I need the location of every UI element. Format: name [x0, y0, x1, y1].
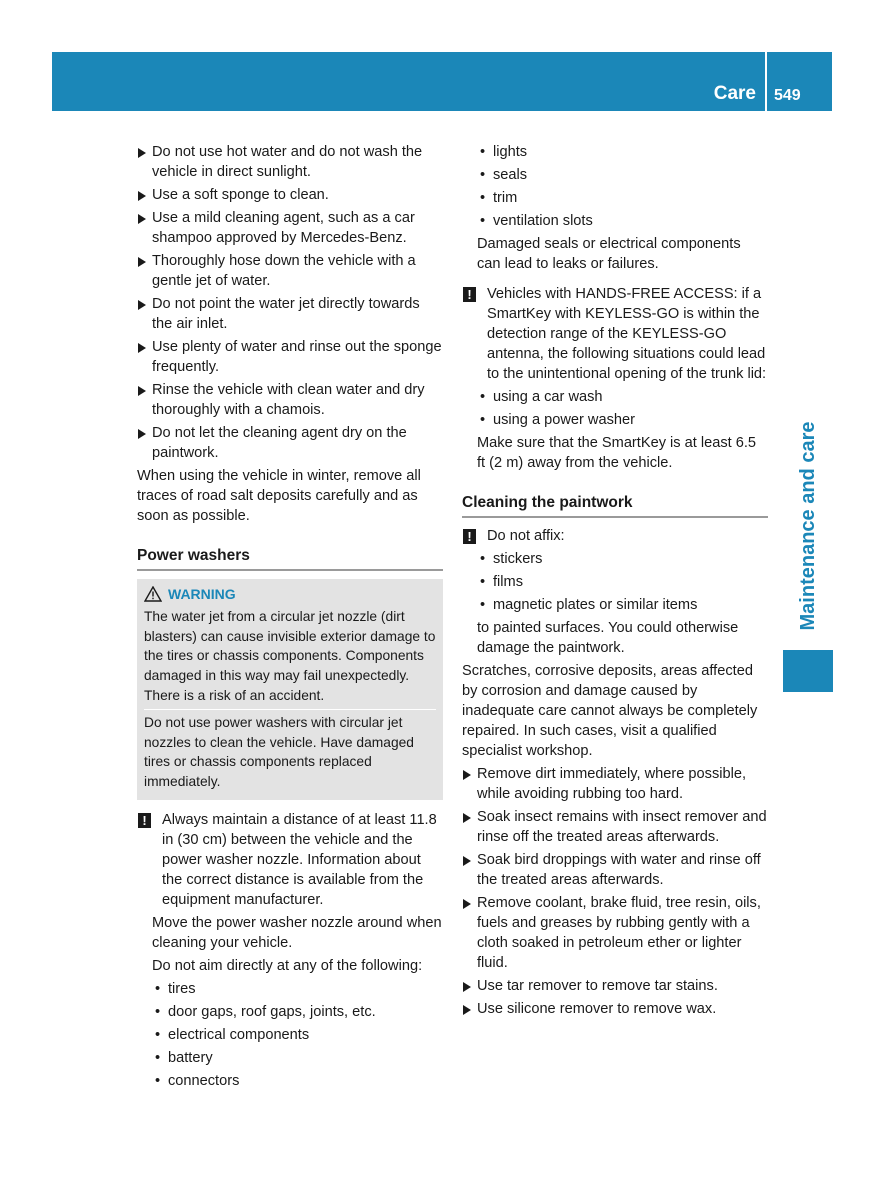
paintwork-heading: Cleaning the paintwork — [462, 493, 768, 518]
bullet-icon: • — [480, 190, 486, 206]
note-body — [477, 526, 768, 546]
instruction-step: Soak insect remains with insect remover and rinse off the treated areas afterwards. — [462, 807, 768, 847]
instruction-step: Remove coolant, brake fluid, tree resin, oils, fuels and greases by rubbing gently with a cloth soaked in petroleum ether or lighter fluid. — [462, 893, 768, 973]
list-item: • magnetic plates or similar items — [480, 597, 698, 613]
warning-box — [137, 579, 443, 800]
damaged-paragraph: Damaged seals or electrical components can lead to leaks or failures. — [477, 236, 741, 272]
exclamation-icon: ! — [138, 813, 151, 828]
left-column — [137, 142, 443, 1094]
side-tab-marker — [783, 650, 833, 692]
warning-header — [144, 585, 436, 605]
bullet-icon: • — [155, 980, 161, 997]
bullet-icon: • — [480, 551, 486, 567]
step-arrow-icon — [463, 856, 471, 866]
note-body — [477, 284, 768, 384]
warning-paragraph: The water jet from a circular jet nozzle (dirt blasters) can cause invisible exterior damage to the tires or chassis components. Components damaged in this way may fail unexpectedly. There is a risk of an accident. — [144, 607, 436, 710]
note-paragraph: Make sure that the SmartKey is at least 6.5 ft (2 m) away from the vehicle. — [477, 435, 757, 471]
header-divider — [765, 52, 767, 111]
list-item: • tires — [155, 980, 196, 997]
page-number: 549 — [774, 87, 801, 104]
exclamation-icon: ! — [463, 529, 476, 544]
list-item: • films — [480, 574, 523, 590]
bullet-icon: • — [480, 412, 486, 428]
step-arrow-icon — [138, 300, 146, 310]
note-paragraph: to painted surfaces. You could otherwise damage the paintwork. — [477, 620, 739, 656]
note-paragraph: Vehicles with HANDS-FREE ACCESS: if a SmartKey with KEYLESS-GO is within the detection range of the KEYLESS-GO antenna, the following situations could lead to the unintentional opening of the trunk lid: — [487, 286, 767, 382]
bullet-icon: • — [155, 1026, 161, 1043]
instruction-step: Rinse the vehicle with clean water and dry thoroughly with a chamois. — [137, 380, 443, 420]
instruction-step: Remove dirt immediately, where possible, while avoiding rubbing too hard. — [462, 764, 768, 804]
section-title: Care — [713, 83, 756, 104]
step-arrow-icon — [138, 257, 146, 267]
bullet-icon: • — [480, 144, 486, 160]
note-paragraph: Always maintain a distance of at least 11.8 in (30 cm) between the vehicle and the power washer nozzle. Information about the correct distance is available from the equipment manufacturer. — [162, 811, 437, 908]
instruction-step: Use silicone remover to remove wax. — [462, 999, 768, 1019]
list-item: • ventilation slots — [480, 213, 593, 229]
list-item: • trim — [480, 190, 518, 206]
step-arrow-icon — [463, 982, 471, 992]
step-arrow-icon — [138, 214, 146, 224]
step-arrow-icon — [138, 429, 146, 439]
power-washers-heading: Power washers — [137, 546, 443, 571]
list-item: • connectors — [155, 1072, 240, 1089]
instruction-step: Thoroughly hose down the vehicle with a gentle jet of water. — [137, 251, 443, 291]
bullet-icon: • — [480, 213, 486, 229]
note-body — [152, 810, 443, 910]
power-washer-note — [137, 810, 443, 910]
bullet-icon: • — [480, 167, 486, 183]
step-arrow-icon — [138, 191, 146, 201]
note-paragraph: Do not aim directly at any of the following: — [152, 957, 423, 974]
bullet-icon: • — [155, 1072, 161, 1089]
bullet-icon: • — [480, 597, 486, 613]
note-paragraph: Do not affix: — [487, 528, 565, 544]
list-item: • stickers — [480, 551, 543, 567]
step-arrow-icon — [463, 899, 471, 909]
instruction-step: Do not let the cleaning agent dry on the paintwork. — [137, 423, 443, 463]
instruction-step: Soak bird droppings with water and rinse off the treated areas afterwards. — [462, 850, 768, 890]
right-column — [462, 142, 768, 1022]
side-tab-label: Maintenance and care — [797, 421, 819, 631]
list-item: • using a car wash — [480, 389, 603, 405]
step-arrow-icon — [138, 386, 146, 396]
instruction-step: Do not use hot water and do not wash the vehicle in direct sunlight. — [137, 142, 443, 182]
instruction-step: Do not point the water jet directly towards the air inlet. — [137, 294, 443, 334]
instruction-step: Use tar remover to remove tar stains. — [462, 976, 768, 996]
scratches-paragraph: Scratches, corrosive deposits, areas affected by corrosion and damage caused by inadequate care cannot always be completely repaired. In such cases, visit a qualified specialist workshop. — [462, 663, 758, 759]
step-arrow-icon — [463, 770, 471, 780]
step-arrow-icon — [463, 813, 471, 823]
step-arrow-icon — [138, 343, 146, 353]
bullet-icon: • — [480, 574, 486, 590]
note-paragraph: Move the power washer nozzle around when cleaning your vehicle. — [152, 914, 442, 951]
step-arrow-icon — [463, 1005, 471, 1015]
bullet-icon: • — [480, 389, 486, 405]
warning-triangle-icon — [144, 586, 162, 602]
warning-title: WARNING — [168, 586, 236, 602]
warning-paragraph: Do not use power washers with circular jet nozzles to clean the vehicle. Have damaged tires or chassis components replaced immediately. — [144, 714, 414, 790]
winter-paragraph: When using the vehicle in winter, remove all traces of road salt deposits carefully and as soon as possible. — [137, 468, 421, 524]
affix-note — [462, 526, 768, 546]
list-item: • battery — [155, 1049, 213, 1066]
bullet-icon: • — [155, 1049, 161, 1066]
step-arrow-icon — [138, 148, 146, 158]
list-item: • seals — [480, 167, 528, 183]
instruction-step: Use plenty of water and rinse out the sponge frequently. — [137, 337, 443, 377]
list-item: • door gaps, roof gaps, joints, etc. — [155, 1003, 376, 1020]
header-bar — [52, 52, 832, 111]
keyless-note — [462, 284, 768, 384]
instruction-step: Use a soft sponge to clean. — [137, 185, 443, 205]
exclamation-icon: ! — [463, 287, 476, 302]
list-item: • electrical components — [155, 1026, 310, 1043]
list-item: • lights — [480, 144, 528, 160]
list-item: • using a power washer — [480, 412, 635, 428]
bullet-icon: • — [155, 1003, 161, 1020]
instruction-step: Use a mild cleaning agent, such as a car shampoo approved by Mercedes-Benz. — [137, 208, 443, 248]
